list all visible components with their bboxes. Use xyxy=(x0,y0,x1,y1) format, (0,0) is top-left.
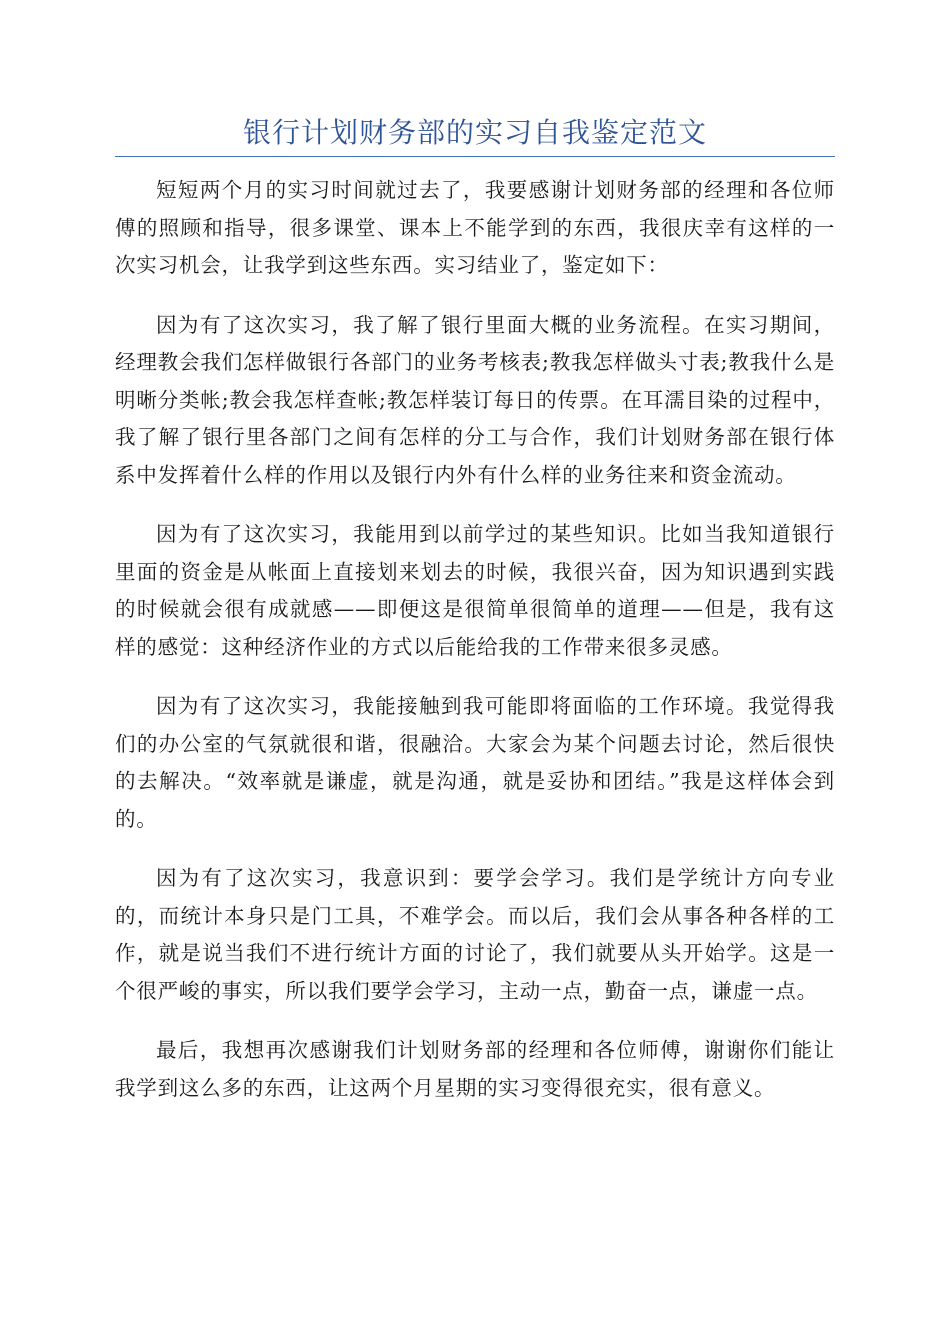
paragraph-6: 最后，我想再次感谢我们计划财务部的经理和各位师傅，谢谢你们能让我学到这么多的东西，让这两个月星期的实习变得很充实，很有意义。 xyxy=(115,1038,835,1100)
paragraph-2: 因为有了这次实习，我了解了银行里面大概的业务流程。在实习期间，经理教会我们怎样做银行各部门的业务考核表;教我怎样做头寸表;教我什么是明晰分类帐;教会我怎样查帐;教怎样装订每日的传票。在耳濡目染的过程中，我了解了银行里各部门之间有怎样的分工与合作，我们计划财务部在银行体系中发挥着什么样的作用以及银行内外有什么样的业务往来和资金流动。 xyxy=(115,312,835,487)
paragraph-5: 因为有了这次实习，我意识到：要学会学习。我们是学统计方向专业的，而统计本身只是门工具，不难学会。而以后，我们会从事各种各样的工作，就是说当我们不进行统计方面的讨论了，我们就要从头开始学。这是一个很严峻的事实，所以我们要学会学习，主动一点，勤奋一点，谦虚一点。 xyxy=(115,866,835,1003)
paragraph-4: 因为有了这次实习，我能接触到我可能即将面临的工作环境。我觉得我们的办公室的气氛就很和谐，很融洽。大家会为某个问题去讨论，然后很快的去解决。“效率就是谦虚，就是沟通，就是妥协和团结。”我是这样体会到的。 xyxy=(115,694,835,831)
paragraph-1: 短短两个月的实习时间就过去了，我要感谢计划财务部的经理和各位师傅的照顾和指导，很多课堂、课本上不能学到的东西，我很庆幸有这样的一次实习机会，让我学到这些东西。实习结业了，鉴定如下： xyxy=(115,178,835,277)
page-title: 银行计划财务部的实习自我鉴定范文 xyxy=(242,116,707,149)
document-body xyxy=(115,172,835,1129)
title-block xyxy=(115,110,835,157)
paragraph-3: 因为有了这次实习，我能用到以前学过的某些知识。比如当我知道银行里面的资金是从帐面上直接划来划去的时候，我很兴奋，因为知识遇到实践的时候就会很有成就感——即便这是很简单很简单的道理——但是，我有这样的感觉：这种经济作业的方式以后能给我的工作带来很多灵感。 xyxy=(115,522,835,659)
